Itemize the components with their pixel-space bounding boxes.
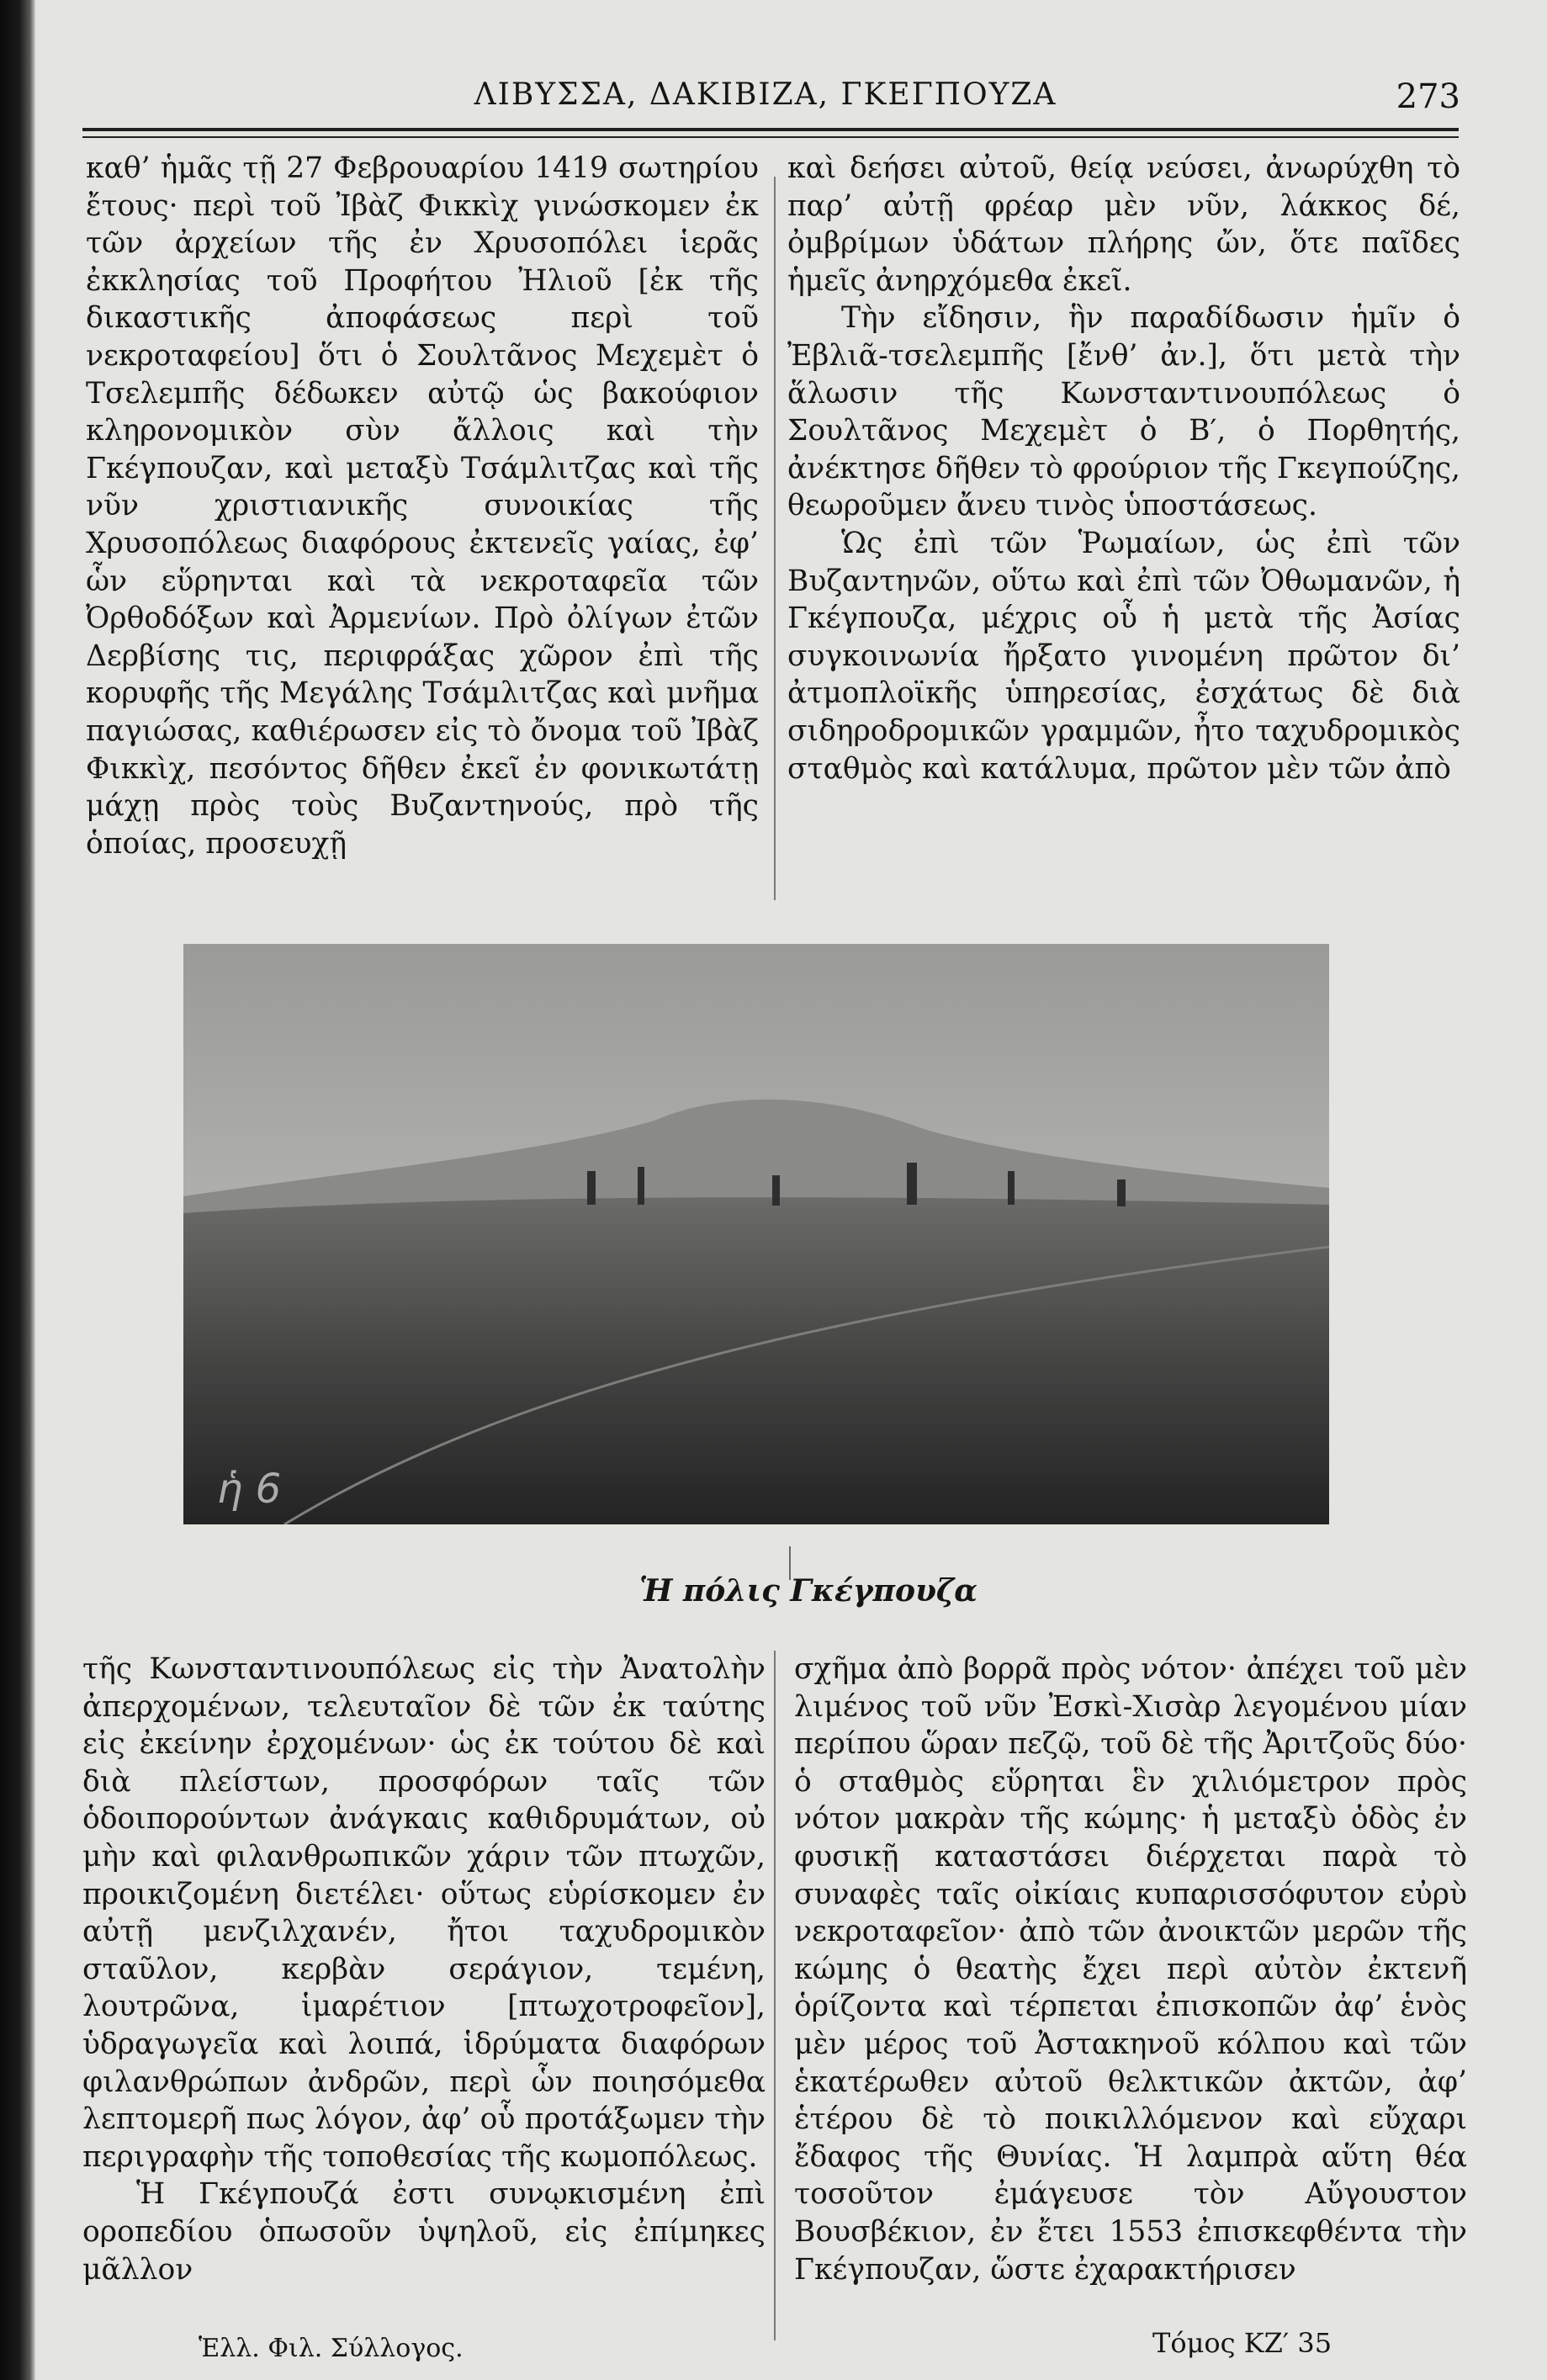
- figure-caption: Ἡ πόλις Γκέγπουζα: [639, 1573, 977, 1609]
- paragraph: τῆς Κωνσταντινουπόλεως εἰς τὴν Ἀνατολὴν ἀπερχομένων, τελευταῖον δὲ τῶν ἐκ ταύτης εἰς ἐκείνην ἐρχομένων· ὡς ἐκ τούτου δὲ καὶ διὰ πλείστων, προσφόρων ταῖς τῶν ὁδοιπορούντων ἀνάγκαις καθιδρυμάτων, οὐ μὴν καὶ φιλανθρωπικῶν χάριν τῶν πτωχῶν, προικιζομένη διετέλει· οὕτως εὑρίσκομεν ἐν αὐτῇ μενζιλχανέν, ἤτοι ταχυδρομικὸν σταῦλον, κερβὰν σεράγιον, τεμένη, λουτρῶνα, ἱμαρέτιον [πτωχοτροφεῖον], ὑδραγωγεῖα καὶ λοιπά, ἱδρύματα διαφόρων φιλανθρώπων ἀνδρῶν, περὶ ὧν ποιησόμεθα λεπτομερῆ πως λόγον, ἀφ’ οὗ προτάξωμεν τὴν περιγραφὴν τῆς τοποθεσίας τῆς κωμοπόλεως.: [82, 1652, 766, 2174]
- column-top-right: [787, 150, 1460, 787]
- paragraph: Ἡ Γκέγπουζά ἐστι συνῳκισμένη ἐπὶ οροπεδίου ὁπωσοῦν ὑψηλοῦ, εἰς ἐπίμηκες μᾶλλον: [82, 2177, 766, 2287]
- page-number: 273: [1396, 77, 1460, 116]
- footer-society: Ἑλλ. Φιλ. Σύλλογος.: [199, 2334, 464, 2363]
- header-rule-thin: [82, 136, 1459, 138]
- book-binding-shadow: [0, 0, 35, 2380]
- column-top-left: [86, 150, 759, 862]
- header-rule-thick: [82, 128, 1459, 131]
- paragraph: Τὴν εἴδησιν, ἣν παραδίδωσιν ἡμῖν ὁ Ἐβλιᾶ-τσελεμπῆς [ἔνθ’ ἀν.], ὅτι μετὰ τὴν ἅλωσιν τῆς Κωνσταντινουπόλεως ὁ Σουλτᾶνος Μεχεμὲτ ὁ Β′, ὁ Πορθητής, ἀνέκτησε δῆθεν τὸ φρούριον τῆς Γκεγπούζης, θεωροῦμεν ἄνευ τινὸς ὑποστάσεως.: [787, 301, 1460, 523]
- column-bottom-right: [794, 1651, 1467, 2288]
- paragraph: Ὡς ἐπὶ τῶν Ῥωμαίων, ὡς ἐπὶ τῶν Βυζαντηνῶν, οὕτω καὶ ἐπὶ τῶν Ὀθωμανῶν, ἡ Γκέγπουζα, μέχρις οὗ ἡ μετὰ τῆς Ἀσίας συγκοινωνία ἤρξατο γινομένη πρῶτον δι’ ἀτμοπλοϊκῆς ὑπηρεσίας, ἐσχάτως δὲ διὰ σιδηροδρομικῶν γραμμῶν, ἦτο ταχυδρομικὸς σταθμὸς καὶ κατάλυμα, πρῶτον μὲν τῶν ἀπὸ: [787, 526, 1460, 786]
- photo-drawing: [183, 944, 1329, 1524]
- plate-mark: ἡ 6: [217, 1466, 282, 1513]
- column-bottom-left: [82, 1651, 766, 2288]
- column-divider-bottom: [774, 1651, 776, 2340]
- paragraph: σχῆμα ἀπὸ βορρᾶ πρὸς νότον· ἀπέχει τοῦ μὲν λιμένος τοῦ νῦν Ἐσκὶ-Χισὰρ λεγομένου μίαν περίπου ὥραν πεζῷ, τοῦ δὲ τῆς Ἀριτζοῦς δύο· ὁ σταθμὸς εὕρηται ἓν χιλιόμετρον πρὸς νότον μακρὰν τῆς κώμης· ἡ μεταξὺ ὁδὸς ἐν φυσικῇ καταστάσει διέρχεται παρὰ τὸ συναφὲς ταῖς οἰκίαις κυπαρισσόφυτον εὐρὺ νεκροταφεῖον· ἀπὸ τῶν ἀνοικτῶν μερῶν τῆς κώμης ὁ θεατὴς ἔχει περὶ αὐτὸν ἐκτενῆ ὁρίζοντα καὶ τέρπεται ἐπισκοπῶν ἀφ’ ἑνὸς μὲν μέρος τοῦ Ἀστακηνοῦ κόλπου καὶ τῶν ἑκατέρωθεν αὐτοῦ θελκτικῶν ἀκτῶν, ἀφ’ ἑτέρου δὲ τὸ ποικιλλόμενον καὶ εὔχαρι ἔδαφος τῆς Θυνίας. Ἡ λαμπρὰ αὕτη θέα τοσοῦτον ἐμάγευσε τὸν Αὔγουστον Βουσβέκιον, ἐν ἔτει 1553 ἐπισκεφθέντα τὴν Γκέγπουζαν, ὥστε ἐχαρακτήρισεν: [794, 1652, 1467, 2287]
- column-divider-top: [774, 177, 776, 900]
- running-title: ΛΙΒΥΣΣΑ, ΔΑΚΙΒΙΖΑ, ΓΚΕΓΠΟΥΖΑ: [474, 77, 1057, 112]
- footer-volume: Τόμος ΚΖ′ 35: [1152, 2327, 1332, 2359]
- photo-field: [183, 1197, 1329, 1524]
- landscape-photograph: [183, 944, 1329, 1524]
- paragraph: καθ’ ἡμᾶς τῇ 27 Φεβρουαρίου 1419 σωτηρίου ἔτους· περὶ τοῦ Ἰβὰζ Φικκὶχ γινώσκομεν ἐκ τῶν ἀρχείων τῆς ἐν Χρυσοπόλει ἱερᾶς ἐκκλησίας τοῦ Προφήτου Ἠλιοῦ [ἐκ τῆς δικαστικῆς ἀποφάσεως περὶ τοῦ νεκροταφείου] ὅτι ὁ Σουλτᾶνος Μεχεμὲτ ὁ Τσελεμπῆς δέδωκεν αὐτῷ ὡς βακούφιον κληρονομικὸν σὺν ἄλλοις καὶ τὴν Γκέγπουζαν, καὶ μεταξὺ Τσάμλιτζας καὶ τῆς νῦν χριστιανικῆς συνοικίας τῆς Χρυσοπόλεως διαφόρους ἐκτενεῖς γαίας, ἐφ’ ὧν εὕρηνται καὶ τὰ νεκροταφεῖα τῶν Ὀρθοδόξων καὶ Ἀρμενίων. Πρὸ ὀλίγων ἐτῶν Δερβίσης τις, περιφράξας χῶρον ἐπὶ τῆς κορυφῆς τῆς Μεγάλης Τσάμλιτζας καὶ μνῆμα παγιώσας, καθιέρωσεν εἰς τὸ ὄνομα τοῦ Ἰβὰζ Φικκὶχ, πεσόντος δῆθεν ἐκεῖ ἐν φονικωτάτῃ μάχῃ πρὸς τοὺς Βυζαντηνούς, πρὸ τῆς ὁποίας, προσευχῇ: [86, 151, 759, 861]
- paragraph: καὶ δεήσει αὐτοῦ, θείᾳ νεύσει, ἀνωρύχθη τὸ παρ’ αὐτῇ φρέαρ μὲν νῦν, λάκκος δέ, ὀμβρίμων ὑδάτων πλήρης ὤν, ὅτε παῖδες ἡμεῖς ἀνηρχόμεθα ἐκεῖ.: [787, 151, 1460, 298]
